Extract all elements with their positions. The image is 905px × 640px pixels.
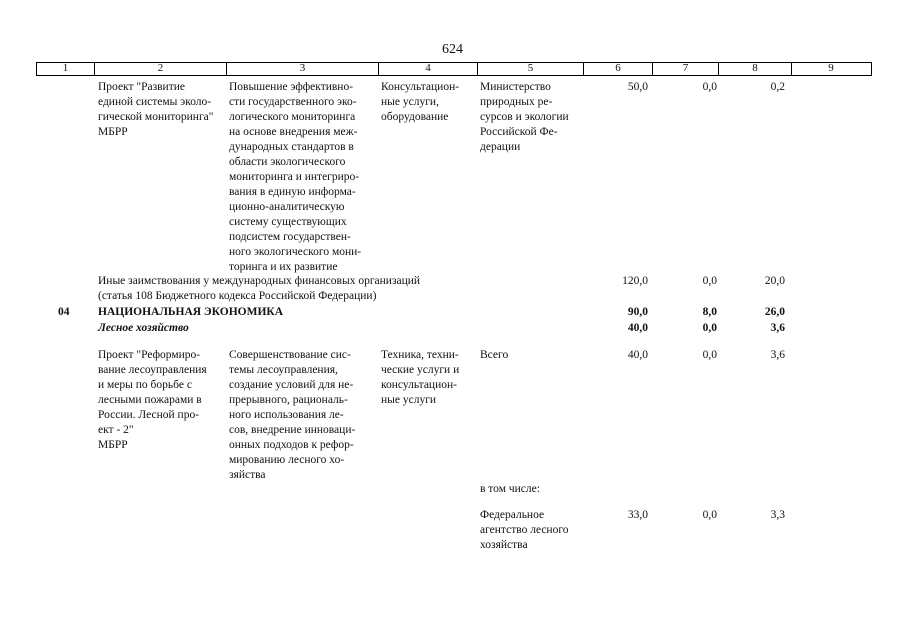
project-name-forest: Проект "Реформиро- вание лесоуправления и меры по борьбе с лесными пожарами в России. Лесной про- ект - 2" МБРР: [98, 349, 207, 451]
column-number-5: 5: [527, 62, 534, 74]
column-number-2: 2: [157, 62, 164, 74]
value-col8: 20,0: [764, 275, 785, 287]
project-executor-monitoring: Министерство природных ре- сурсов и экологии Российской Фе- дерации: [480, 81, 569, 153]
column-number-6: 6: [615, 62, 621, 74]
project-executor-total: Всего: [480, 349, 509, 361]
project-services-monitoring: Консультацион- ные услуги, оборудование: [381, 81, 460, 123]
value-col6: 90,0: [627, 306, 648, 318]
value-col7: 0,0: [702, 349, 717, 361]
page-number: 624: [442, 42, 463, 57]
value-col8: 0,2: [770, 81, 785, 93]
value-col6: 40,0: [627, 349, 648, 361]
value-col7: 0,0: [702, 275, 717, 287]
column-number-1: 1: [62, 62, 69, 74]
other-borrowings-label: Иные заимствования у международных финансовых организаций (статья 108 Бюджетного кодекса Российской Федерации): [98, 275, 421, 302]
value-col6: 33,0: [627, 509, 648, 521]
value-col6: 50,0: [627, 81, 648, 93]
column-number-7: 7: [682, 62, 689, 74]
column-number-8: 8: [752, 62, 758, 74]
value-col7: 0,0: [702, 509, 717, 521]
including-label: в том числе:: [480, 483, 540, 495]
project-name-monitoring: Проект "Развитие единой системы эколо- гической мониторинга" МБРР: [98, 81, 214, 138]
value-col6: 120,0: [622, 275, 648, 287]
value-col7: 0,0: [702, 322, 717, 334]
value-col6: 40,0: [627, 322, 648, 334]
project-services-forest: Техника, техни- ческие услуги и консультацион- ные услуги: [381, 349, 460, 406]
project-goal-monitoring: Повышение эффективно- сти государственного эко- логического мониторинга на основе внедрения меж- дународных стандартов в области экологического мониторинга и интегриро- вания в единую информа- ционно-аналитическую систему существующих подсистем государствен- ного экологического мони- торинга и их развитие: [229, 81, 362, 273]
column-number-3: 3: [299, 62, 306, 74]
value-col8: 3,3: [770, 509, 785, 521]
value-col7: 8,0: [702, 306, 717, 318]
value-col7: 0,0: [702, 81, 717, 93]
column-number-4: 4: [425, 62, 431, 74]
section-title: НАЦИОНАЛЬНАЯ ЭКОНОМИКА: [98, 306, 284, 318]
subsection-title: Лесное хозяйство: [98, 322, 189, 334]
executor-federal-agency: Федеральное агентство лесного хозяйства: [480, 509, 569, 551]
project-goal-forest: Совершенствование сис- темы лесоуправления, создание условий для не- прерывного, рациональ- ного использования ле- сов, внедрение инноваци- онных подходов к рефор- мированию лесного хо- зяйства: [229, 349, 356, 481]
column-number-9: 9: [828, 62, 834, 74]
value-col8: 3,6: [770, 322, 785, 334]
value-col8: 26,0: [764, 306, 785, 318]
value-col8: 3,6: [770, 349, 785, 361]
section-code: 04: [58, 306, 70, 318]
